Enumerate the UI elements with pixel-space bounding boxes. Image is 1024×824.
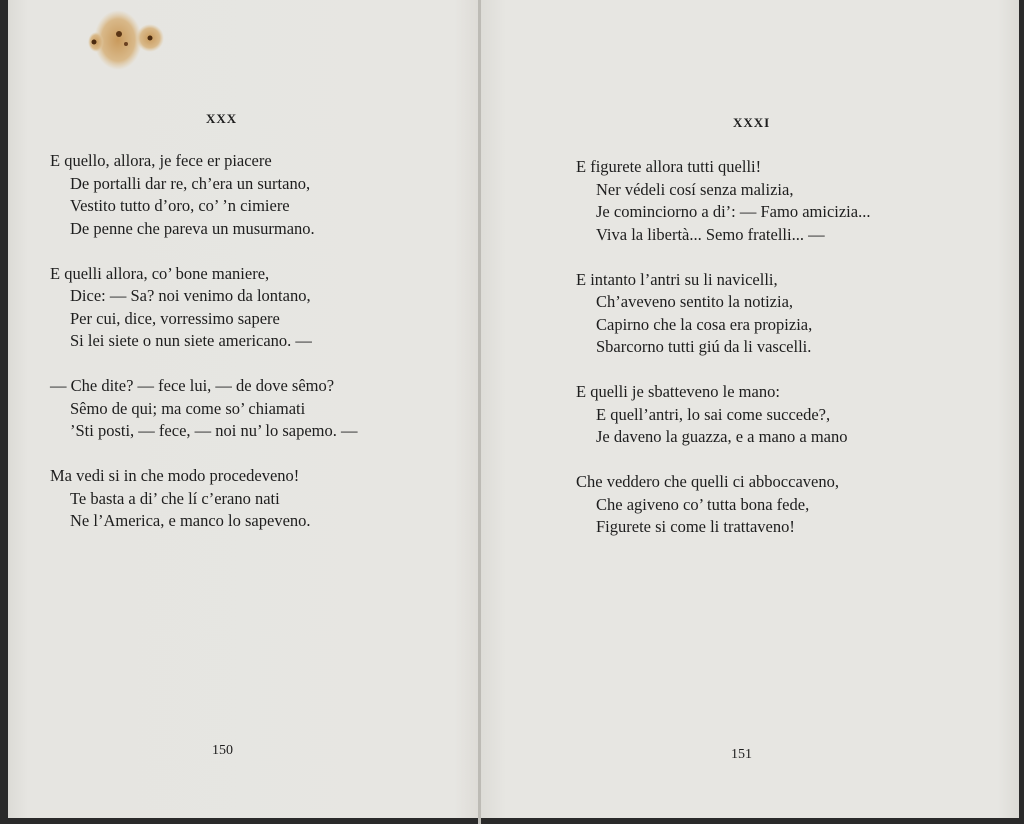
verse-line: Che agiveno co’ tutta bona fede, bbox=[596, 494, 810, 514]
verse-line: E intanto l’antri su li navicelli, bbox=[576, 269, 778, 289]
stanza bbox=[50, 150, 358, 240]
verse-line: Ner védeli cosí senza malizia, bbox=[596, 179, 794, 199]
stanza bbox=[576, 269, 870, 359]
verse-line: — Che dite? — fece lui, — de dove sêmo? bbox=[50, 376, 335, 395]
verse-line: ’Sti posti, — fece, — noi nu’ lo sapemo. — bbox=[70, 421, 358, 440]
verse-line: Ch’aveveno sentito la notizia, bbox=[596, 292, 794, 311]
stanza bbox=[576, 471, 870, 539]
verse-line: Ma vedi si in che modo procedeveno! bbox=[50, 466, 300, 485]
page-number-left: 150 bbox=[212, 743, 233, 758]
verse-line: E quello, allora, je fece er piacere bbox=[50, 151, 272, 170]
stanza bbox=[50, 263, 358, 353]
verse-line: Si lei siete o nun siete americano. — bbox=[70, 331, 312, 350]
stanza bbox=[576, 156, 870, 246]
poem-right bbox=[576, 156, 870, 561]
verse-line: Sêmo de qui; ma come so’ chiamati bbox=[70, 398, 306, 418]
verse-line: Vestito tutto d’oro, co’ ’n cimiere bbox=[70, 196, 290, 215]
paper-stain bbox=[86, 8, 170, 72]
verse-line: Je daveno la guazza, e a mano a mano bbox=[596, 427, 848, 446]
poem-left bbox=[50, 150, 358, 555]
verse-line: Te basta a di’ che lí c’erano nati bbox=[70, 488, 280, 508]
verse-line: Che veddero che quelli ci abboccaveno, bbox=[576, 472, 839, 491]
verse-line: E figurete allora tutti quelli! bbox=[576, 157, 762, 176]
verse-line: Figurete si come li trattaveno! bbox=[596, 517, 795, 536]
verse-line: Sbarcorno tutti giú da li vascelli. bbox=[596, 337, 812, 356]
stanza bbox=[50, 375, 358, 443]
verse-line: Viva la libertà... Semo fratelli... — bbox=[596, 224, 825, 244]
poem-title-right: XXXI bbox=[733, 115, 771, 130]
poem-title-left: XXX bbox=[206, 111, 238, 126]
page-number-right: 151 bbox=[731, 747, 752, 762]
book-gutter bbox=[478, 0, 481, 824]
verse-line: Dice: — Sa? noi venimo da lontano, bbox=[70, 286, 311, 305]
verse-line: Per cui, dice, vorressimo sapere bbox=[70, 308, 280, 328]
stanza bbox=[576, 381, 870, 449]
verse-line: Capirno che la cosa era propizia, bbox=[596, 314, 813, 334]
verse-line: Je cominciorno a di’: — Famo amicizia... bbox=[596, 202, 871, 221]
verse-line: E quelli allora, co’ bone maniere, bbox=[50, 263, 270, 283]
verse-line: E quell’antri, lo sai come succede?, bbox=[596, 404, 831, 424]
verse-line: De portalli dar re, ch’era un surtano, bbox=[70, 173, 311, 193]
verse-line: Ne l’America, e manco lo sapeveno. bbox=[70, 511, 311, 530]
verse-line: E quelli je sbatteveno le mano: bbox=[576, 382, 780, 401]
verse-line: De penne che pareva un musurmano. bbox=[70, 218, 315, 238]
stanza bbox=[50, 465, 358, 533]
